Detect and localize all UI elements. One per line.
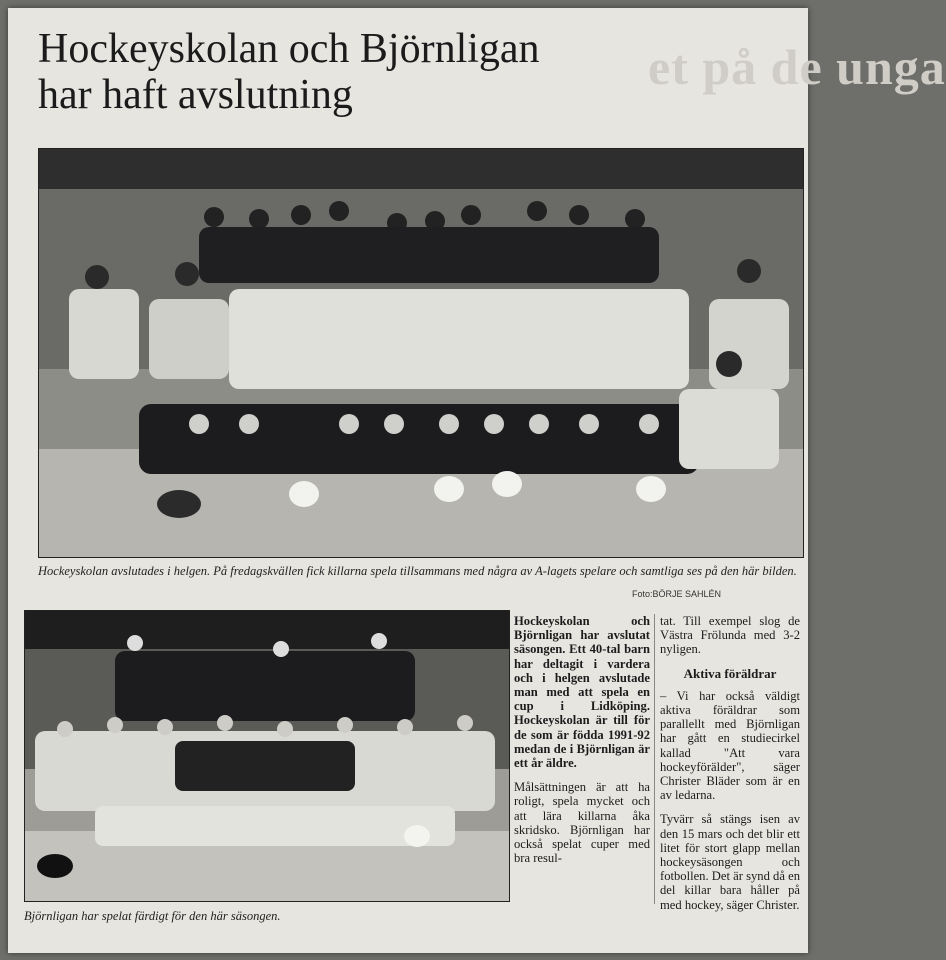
- headline-line-1: Hockeyskolan och Björnligan: [38, 26, 540, 72]
- headline-line-2: har haft avslutning: [38, 72, 353, 118]
- newspaper-page: [8, 8, 946, 953]
- photo1-caption: Hockeyskolan avslutades i helgen. På fredagskvällen fick killarna spela tillsammans med några av A-lagets spelare och samtliga ses på den här bilden.: [38, 564, 797, 578]
- article-paragraph-2: Målsättningen är att ha roligt, spela mycket och att lära killarna åka skridsko. Björnligan har också spelat cuper med bra resul-: [514, 780, 650, 866]
- bleed-through-header: et på de unga: [648, 39, 946, 95]
- bjornligan-photo-illustration: [25, 611, 509, 901]
- headline: [38, 26, 798, 118]
- column-divider: [654, 614, 655, 904]
- photo-credit: Foto:BÖRJE SAHLÉN: [632, 589, 722, 599]
- article-column-2: [660, 614, 800, 922]
- article-subhead: Aktiva föräldrar: [683, 665, 777, 681]
- article-column-1: [514, 614, 650, 875]
- team-photo-hockeyskolan: [38, 148, 804, 558]
- article-lead: Hockeyskolan och Björnligan har avslutat säsongen. Ett 40-tal barn har deltagit i vardera och i helgen avslutade man med att spela en cup i Lidköping. Hockeyskolan är till för de som är födda 1991-92 medan de i Björnligan är ett år äldre.: [514, 614, 650, 771]
- team-photo-illustration: [39, 149, 803, 557]
- team-photo-bjornligan: [24, 610, 510, 902]
- photo2-caption: Björnligan har spelat färdigt för den här säsongen.: [24, 909, 281, 923]
- article-paragraph-3: tat. Till exempel slog de Västra Frölunda med 3-2 nyligen.: [660, 614, 800, 657]
- article-paragraph-5: Tyvärr så stängs isen av den 15 mars och det blir ett litet för stort glapp mellan hockeysäsongen och fotbollen. Det är synd då en del killar bara håller på med hockey, säger Christer.: [660, 812, 800, 912]
- article-paragraph-4: – Vi har också väldigt aktiva föräldrar som parallellt med Björnligan har gått en studiecirkel kallad "Att vara hockeyförälder", säger Christer Bläder som är en av ledarna.: [660, 688, 800, 803]
